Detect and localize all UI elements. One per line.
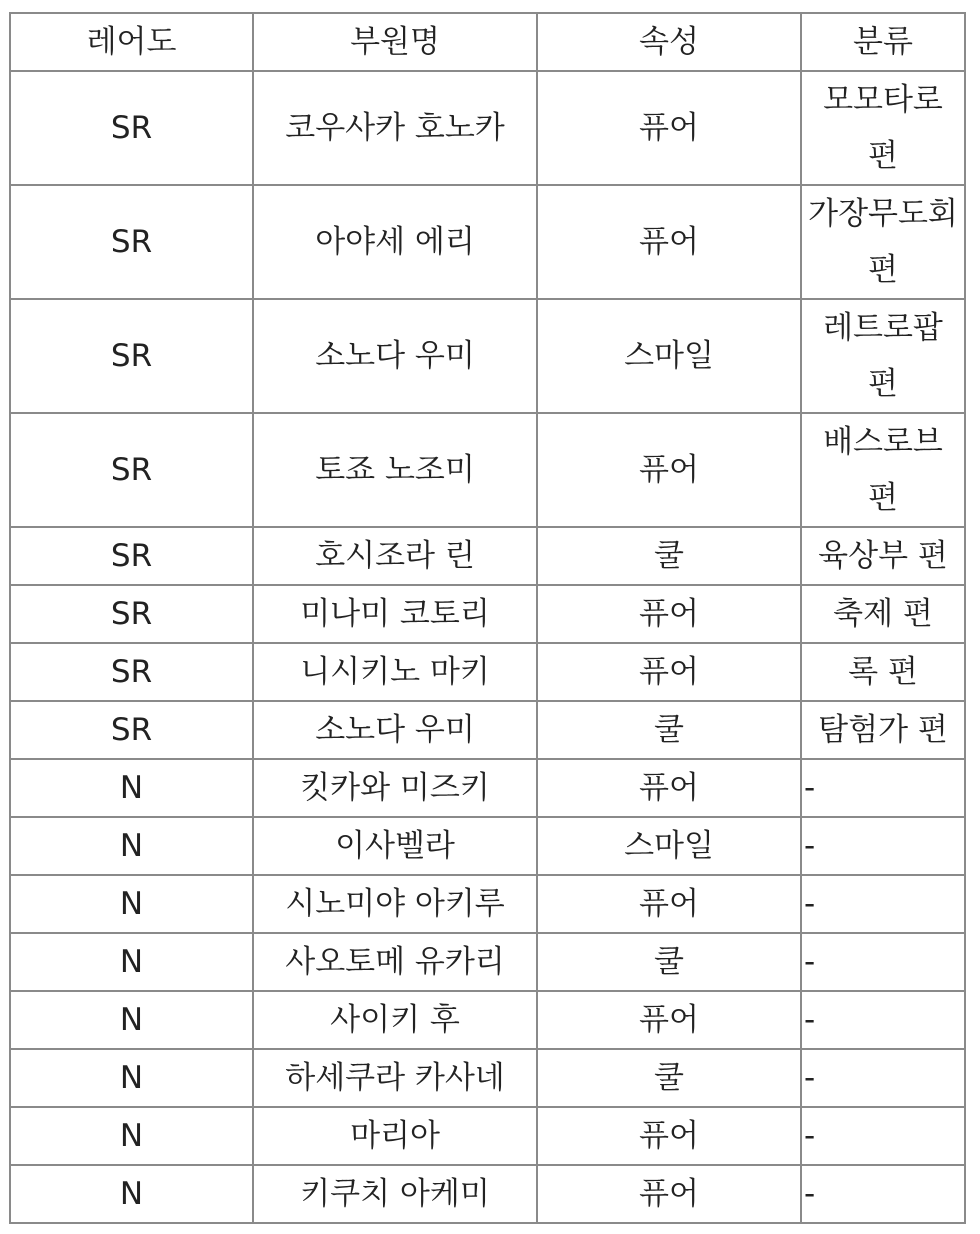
cell-category: 육상부 편 [801,527,965,585]
cell-member: 마리아 [253,1107,537,1165]
table-row [10,701,965,759]
header-rarity: 레어도 [10,13,253,71]
cell-attribute: 퓨어 [537,71,801,185]
cell-category: 모모타로 편 [801,71,965,185]
table-row [10,185,965,299]
header-category: 분류 [801,13,965,71]
cell-attribute: 쿨 [537,527,801,585]
cell-rarity: N [10,817,253,875]
cell-member: 미나미 코토리 [253,585,537,643]
table-row [10,1049,965,1107]
table-row [10,817,965,875]
cell-rarity: SR [10,585,253,643]
cell-attribute: 퓨어 [537,585,801,643]
cell-category: - [801,933,965,991]
table-row [10,933,965,991]
cell-category: 배스로브 편 [801,413,965,527]
table-row [10,413,965,527]
table-row [10,1165,965,1223]
table-body [10,71,965,1223]
cell-rarity: N [10,759,253,817]
cell-attribute: 스마일 [537,299,801,413]
cell-category: - [801,1107,965,1165]
cell-member: 소노다 우미 [253,701,537,759]
cell-attribute: 퓨어 [537,991,801,1049]
cell-attribute: 퓨어 [537,875,801,933]
cell-attribute: 스마일 [537,817,801,875]
cell-member: 토죠 노조미 [253,413,537,527]
cell-member: 소노다 우미 [253,299,537,413]
cell-member: 시노미야 아키루 [253,875,537,933]
cell-category: - [801,1165,965,1223]
table-row [10,991,965,1049]
cell-rarity: SR [10,701,253,759]
cell-rarity: SR [10,185,253,299]
table-row [10,1107,965,1165]
cell-category: - [801,991,965,1049]
cell-member: 아야세 에리 [253,185,537,299]
cell-attribute: 퓨어 [537,759,801,817]
cell-member: 이사벨라 [253,817,537,875]
cell-member: 니시키노 마키 [253,643,537,701]
cell-rarity: N [10,1107,253,1165]
cell-member: 사오토메 유카리 [253,933,537,991]
cell-rarity: N [10,875,253,933]
table-row [10,299,965,413]
cell-rarity: N [10,991,253,1049]
cell-rarity: SR [10,527,253,585]
cell-attribute: 쿨 [537,701,801,759]
cell-category: - [801,875,965,933]
cell-attribute: 퓨어 [537,413,801,527]
cell-attribute: 퓨어 [537,1107,801,1165]
cell-rarity: SR [10,643,253,701]
cell-rarity: SR [10,71,253,185]
header-row [10,13,965,71]
cell-category: - [801,759,965,817]
cell-attribute: 퓨어 [537,185,801,299]
cell-attribute: 쿨 [537,933,801,991]
cell-member: 사이키 후 [253,991,537,1049]
cell-member: 킷카와 미즈키 [253,759,537,817]
cell-rarity: SR [10,413,253,527]
cell-category: 레트로팝 편 [801,299,965,413]
header-member: 부원명 [253,13,537,71]
cell-member: 호시조라 린 [253,527,537,585]
table-row [10,875,965,933]
cell-category: 축제 편 [801,585,965,643]
header-attribute: 속성 [537,13,801,71]
cell-rarity: SR [10,299,253,413]
table-row [10,643,965,701]
table-row [10,759,965,817]
cell-category: 가장무도회 편 [801,185,965,299]
table-row [10,71,965,185]
table-row [10,527,965,585]
cell-category: 록 편 [801,643,965,701]
cell-member: 하세쿠라 카사네 [253,1049,537,1107]
cell-category: - [801,1049,965,1107]
cell-rarity: N [10,933,253,991]
cell-attribute: 퓨어 [537,643,801,701]
cell-category: 탐험가 편 [801,701,965,759]
cell-attribute: 쿨 [537,1049,801,1107]
cell-member: 키쿠치 아케미 [253,1165,537,1223]
table-row [10,585,965,643]
cell-rarity: N [10,1049,253,1107]
cell-member: 코우사카 호노카 [253,71,537,185]
cell-rarity: N [10,1165,253,1223]
cell-category: - [801,817,965,875]
cell-attribute: 퓨어 [537,1165,801,1223]
card-table [9,12,966,1224]
